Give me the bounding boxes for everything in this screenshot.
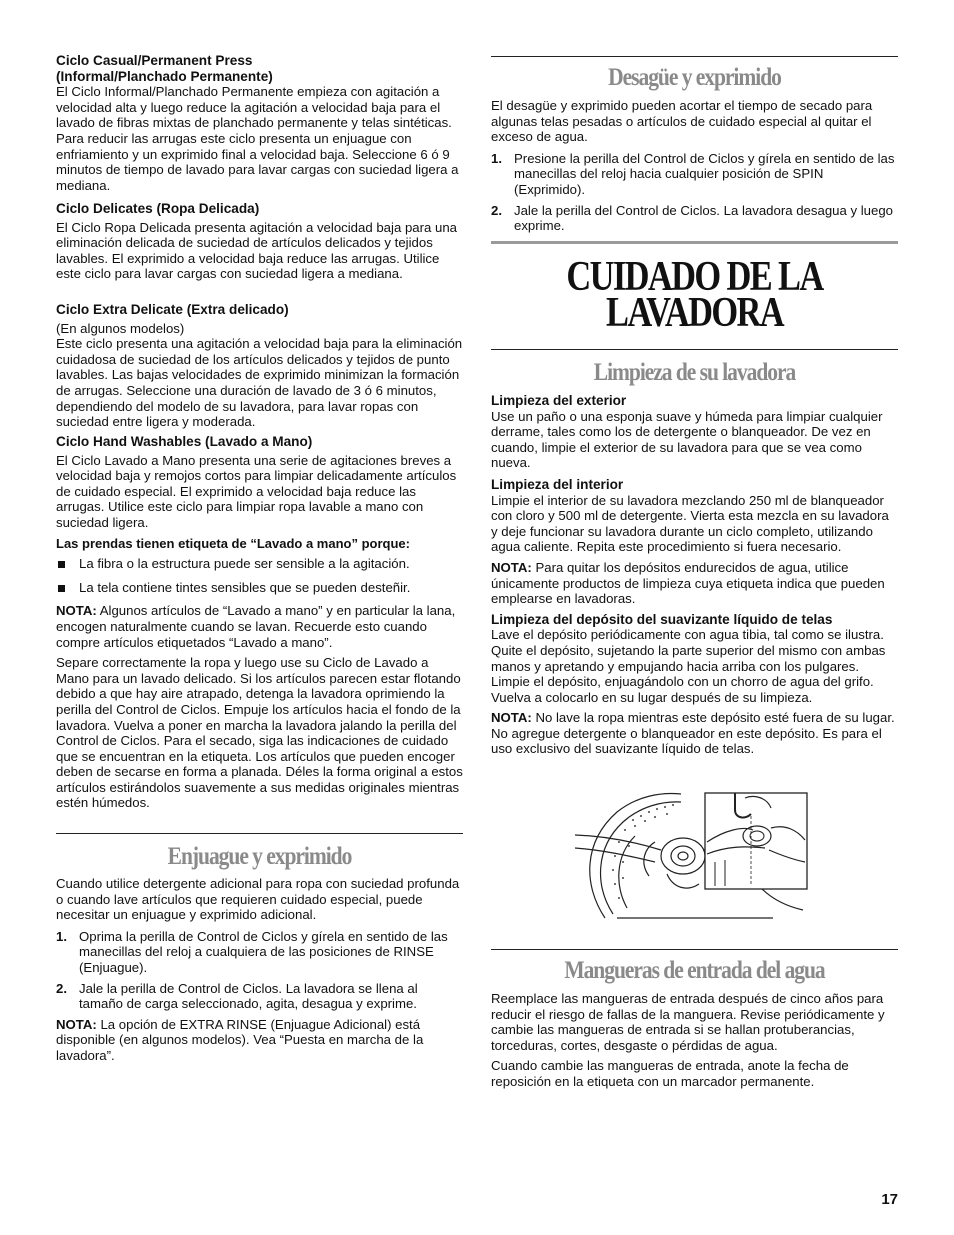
delicates-title: Ciclo Delicates (Ropa Delicada): [56, 201, 260, 216]
drain-spin-step: [491, 151, 898, 198]
casual-title-line1: Ciclo Casual/Permanent Press: [56, 53, 253, 68]
extra-delicate-section: [56, 302, 463, 430]
nota-text: Algunos artículos de “Lavado a mano” y en particular la lana, encogen naturalmente cuando se lavan. Recuerde esto cuando compre artículos etiquetados “Lavado a mano”.: [56, 603, 456, 650]
hand-wash-body: El Ciclo Lavado a Mano presenta una serie de agitaciones breves a velocidad baja y remojos cortos para limpiar delicadamente artículos de cuidado especial. El exprimido a velocidad baja reduce las arrugas. Utilice este ciclo para limpiar ropa lavable a mano con suciedad ligera.: [56, 452, 457, 530]
dispenser-nota: [491, 710, 898, 757]
dispenser-title: Limpieza del depósito del suavizante líquido de telas: [491, 611, 833, 627]
dispenser-cleaning-illustration: [575, 790, 813, 922]
bullet-square-icon: [58, 585, 65, 592]
casual-title-line2: (Informal/Planchado Permanente): [56, 68, 273, 84]
cleaning-nota: [491, 560, 898, 607]
hand-wash-separate: Separe correctamente la ropa y luego use su Ciclo de Lavado a Mano para un lavado delicado. Si los artículos parecen estar flotando debido a que hay aire atrapado, detenga la lavadora oprimiendo la perilla del Control de Ciclos. Empuje los artículos hacia el fondo de la lavadora. Vuelva a poner en marcha la lavadora jalando la perilla del Control de Ciclos. Para el secado, siga las indicaciones de cuidado que se encuentran en la etiqueta. Los artículos que pueden encoger deben de secarse en forma a planada. Déles la forma original a estos artículos estirándolos suavemente a sus medidas originales mientras estén húmedos.: [56, 655, 463, 811]
hoses-section: [491, 991, 898, 1090]
step-number: 1.: [491, 150, 502, 166]
rinse-spin-step: [56, 981, 463, 1012]
nota-text: No lave la ropa mientras este depósito esté fuera de su lugar. No agregue detergente o blanqueador en este depósito. Es para el uso exclusivo del suavizante líquido de telas.: [491, 710, 895, 757]
drum-perforations: [612, 804, 674, 899]
hand-wash-section: [56, 434, 463, 811]
hoses-body-1: Reemplace las mangueras de entrada después de cinco años para reducir el riesgo de fallas de la manguera. Revise periódicamente y cambie las mangueras de entrada si se hallan protuberancias, torceduras, cortes, desgaste o pérdidas de agua.: [491, 991, 885, 1053]
exterior-body: Use un paño o una esponja suave y húmeda para limpiar cualquier derrame, tales como los de detergente o blanqueador. De vez en cuando, limpie el exterior de su lavadora para que se vea como nueva.: [491, 408, 883, 471]
step-text: Jale la perilla de Control de Ciclos. La lavadora se llena al tamaño de carga seleccionado, agita, desagua y exprime.: [79, 980, 418, 1012]
interior-title: Limpieza del interior: [491, 476, 624, 492]
casual-section: [56, 53, 463, 193]
rinse-spin-step: [56, 929, 463, 976]
step-number: 2.: [56, 980, 67, 996]
dispenser-cap-drawing: [575, 835, 718, 888]
hoses-title: Mangueras de entrada del agua: [564, 957, 825, 984]
step-text: Oprima la perilla de Control de Ciclos y gírela en sentido de las manecillas del reloj a cualquiera de las posiciones de RINSE (Enjuague).: [79, 928, 448, 975]
delicates-section: [56, 201, 463, 282]
divider-rule: [56, 833, 463, 834]
drain-spin-intro: El desagüe y exprimido pueden acortar el tiempo de secado para algunas telas pesadas o artículos de cuidado especial al quitar el exceso de agua.: [491, 98, 873, 145]
hand-wash-bullet-text: La tela contiene tintes sensibles que se pueden desteñir.: [79, 579, 411, 595]
rinse-spin-intro: Cuando utilice detergente adicional para ropa con suciedad profunda o cuando lave artículos que requieren cuidado especial, puede necesitar un enjuague y exprimido adicional.: [56, 876, 460, 923]
hand-wash-bullet: [56, 556, 463, 572]
hand-wash-bullet-text: La fibra o la estructura puede ser sensible a la agitación.: [79, 556, 410, 572]
interior-body: Limpie el interior de su lavadora mezclando 250 ml de blanqueador con cloro y 500 ml de detergente. Vierta esta mezcla en su lavadora y deje funcionar su lavadora durante un ciclo completo, utilizando agua caliente. Repita este procedimiento si fuera necesario.: [491, 492, 889, 555]
divider-rule: [491, 56, 898, 57]
grey-divider-rule: [491, 241, 898, 244]
nota-text: La opción de EXTRA RINSE (Enjuague Adicional) está disponible (en algunos modelos). Vea “Puesta en marcha de la lavadora”.: [56, 1016, 424, 1063]
care-title-line2: LAVADORA: [606, 290, 783, 336]
step-number: 2.: [491, 202, 502, 218]
nota-text: Para quitar los depósitos endurecidos de agua, utilice únicamente productos de limpieza cuya etiqueta indica que pueden emplearse en lavadoras.: [491, 559, 885, 607]
divider-rule: [491, 349, 898, 350]
bullet-square-icon: [58, 561, 65, 568]
rinse-spin-title: Enjuague y exprimido: [167, 843, 352, 870]
extra-delicate-title: Ciclo Extra Delicate (Extra delicado): [56, 302, 289, 317]
hand-wash-bullet: [56, 580, 463, 596]
cleaning-section: [491, 393, 898, 757]
page-number: 17: [881, 1191, 898, 1208]
dispenser-body: Lave el depósito periódicamente con agua tibia, tal como se ilustra. Quite el depósito, sujetando la parte superior del mismo con ambas manos y apretando y empujando hacia arriba con los pulgares. Limpie el depósito, enjuagándolo con un chorro de agua del grifo. Vuelva a colocarlo en su lugar después de su limpieza.: [491, 627, 886, 705]
drain-spin-step: [491, 203, 898, 234]
extra-delicate-note: (En algunos modelos): [56, 320, 185, 336]
inset-faucet-drawing: [705, 793, 807, 889]
nota-label: NOTA:: [56, 603, 97, 619]
drain-spin-title: Desagüe y exprimido: [608, 64, 781, 91]
drain-spin-section: [491, 98, 898, 234]
cleaning-title: Limpieza de su lavadora: [593, 359, 796, 386]
rinse-spin-nota: [56, 1017, 463, 1064]
hand-wash-title: Ciclo Hand Washables (Lavado a Mano): [56, 434, 313, 449]
nota-label: NOTA:: [491, 710, 532, 726]
hoses-body-2: Cuando cambie las mangueras de entrada, anote la fecha de reposición en la etiqueta con un marcador permanente.: [491, 1058, 849, 1089]
hand-wash-nota: [56, 603, 463, 650]
hand-wash-label-intro: Las prendas tienen etiqueta de “Lavado a mano” porque:: [56, 535, 410, 551]
extra-delicate-body: Este ciclo presenta una agitación a velocidad baja para la eliminación cuidadosa de suciedad de los artículos delicados y tejidos de punto lavables. Las bajas velocidades de exprimido minimizan la formación de arrugas. Seleccione una duración de lavado de 3 ó 6 minutos, dependiendo del modelo de su lavadora, para lavar ropas con suciedad entre ligera y moderada.: [56, 336, 463, 430]
exterior-title: Limpieza del exterior: [491, 393, 627, 408]
care-title-line1: CUIDADO DE LA: [566, 254, 823, 300]
rinse-spin-section: [56, 876, 463, 1064]
casual-body: El Ciclo Informal/Planchado Permanente empieza con agitación a velocidad alta y luego reduce la agitación a velocidad baja para el lavado de fibras mixtas de planchado permanente y telas sintéticas. Para reducir las arrugas este ciclo presenta un enjuague con enfriamiento y un exprimido final a velocidad baja. Seleccione 6 ó 9 minutos de tiempo de lavado para lavar cargas con suciedad ligera a mediana.: [56, 84, 459, 193]
nota-label: NOTA:: [491, 559, 532, 575]
step-text: Presione la perilla del Control de Ciclos y gírela en sentido de las manecillas del reloj hacia cualquier posición de SPIN (Exprimido).: [514, 150, 895, 197]
divider-rule: [491, 949, 898, 950]
nota-label: NOTA:: [56, 1016, 97, 1032]
step-number: 1.: [56, 928, 67, 944]
step-text: Jale la perilla del Control de Ciclos. La lavadora desagua y luego exprime.: [514, 202, 894, 234]
delicates-body: El Ciclo Ropa Delicada presenta agitación a velocidad baja para una eliminación delicada de suciedad de artículos delicados y tejidos lavables. El exprimido a velocidad baja reduce las arrugas. Utilice este ciclo para lavar cargas con suciedad ligera a mediana.: [56, 219, 458, 282]
